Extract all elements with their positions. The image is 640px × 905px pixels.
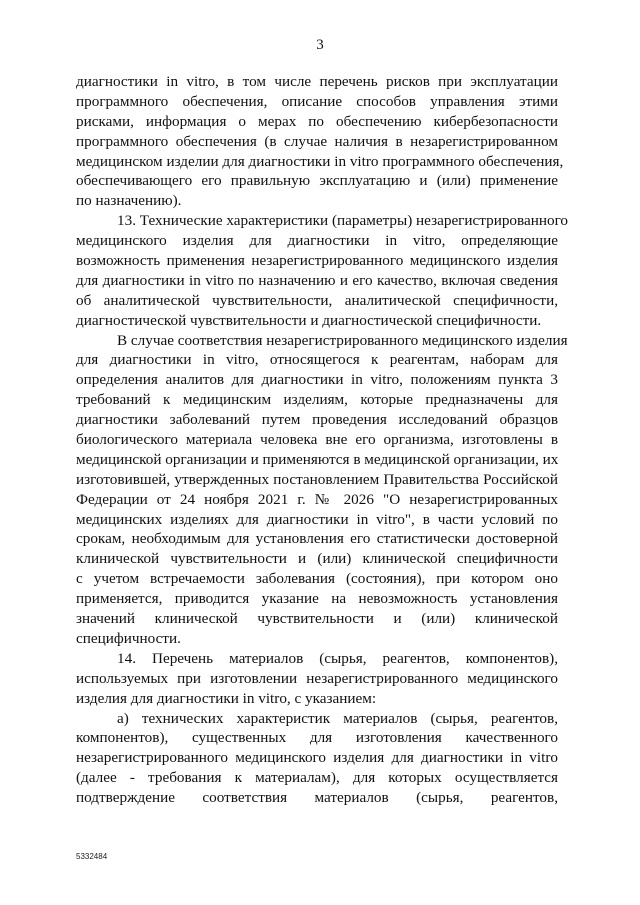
- text-line: незарегистрированного медицинского изделия для диагностики in vitro: [76, 749, 558, 767]
- text-line: возможность применения незарегистрированного медицинского изделия: [76, 252, 558, 270]
- text-line: требований к медицинским изделиям, которые предназначены для: [76, 391, 558, 409]
- text-line: об аналитической чувствительности, аналитической специфичности,: [76, 291, 558, 309]
- paragraph-subitem-a: [76, 709, 558, 808]
- text-line: диагностической чувствительности и диагностической специфичности.: [76, 311, 542, 329]
- text-line: значений клинической чувствительности и (или) клинической: [76, 610, 558, 628]
- text-line: 13. Технические характеристики (параметры) незарегистрированного: [117, 212, 569, 230]
- paragraph-item-13: [76, 211, 569, 330]
- text-line: обеспечивающего его правильную эксплуатацию и (или) применение: [76, 172, 558, 190]
- text-line: клинической чувствительности и (или) клинической специфичности: [76, 550, 558, 568]
- text-line: компонентов), существенных для изготовления качественного: [76, 729, 558, 747]
- text-line: специфичности.: [76, 629, 181, 647]
- text-line: программного обеспечения (в случае наличия в незарегистрированном: [76, 132, 558, 150]
- text-line: (далее - требования к материалам), для которых осуществляется: [76, 769, 558, 787]
- text-line: с учетом встречаемости заболевания (состояния), при котором оно: [76, 570, 558, 588]
- text-line: Федерации от 24 ноября 2021 г. № 2026 "О незарегистрированных: [76, 490, 558, 508]
- text-line: медицинской организации и применяются в медицинской организации, их: [76, 450, 559, 468]
- text-line: диагностики заболеваний путем проведения исследований образцов: [76, 411, 558, 429]
- text-line: а) технических характеристик материалов (сырья, реагентов,: [117, 709, 558, 727]
- text-line: для диагностики in vitro, относящегося к реагентам, наборам для: [76, 351, 558, 369]
- text-line: медицинском изделии для диагностики in vitro программного обеспечения,: [76, 152, 564, 170]
- paragraph-item-14: [76, 649, 558, 709]
- document-id: 5332484: [76, 852, 108, 861]
- text-line: В случае соответствия незарегистрированного медицинского изделия: [117, 331, 568, 349]
- text-line: диагностики in vitro, в том числе перечень рисков при эксплуатации: [76, 73, 558, 90]
- text-line: подтверждение соответствия материалов (сырья, реагентов,: [76, 789, 558, 807]
- text-line: программного обеспечения, описание способов управления этими: [76, 92, 558, 110]
- text-line: определения аналитов для диагностики in vitro, положениям пункта 3: [76, 371, 558, 389]
- text-line: для диагностики in vitro по назначению и его качество, включая сведения: [76, 271, 558, 289]
- text-line: медицинского изделия для диагностики in vitro, определяющие: [76, 232, 558, 250]
- text-line: применяется, приводится указание на невозможность установления: [76, 590, 558, 608]
- document-body: [76, 72, 569, 808]
- paragraph-software-risks: [76, 72, 564, 211]
- text-line: используемых при изготовлении незарегистрированного медицинского: [76, 669, 558, 687]
- text-line: 14. Перечень материалов (сырья, реагентов, компонентов),: [117, 649, 558, 667]
- text-line: рисками, информация о мерах по обеспечению кибербезопасности: [76, 112, 558, 130]
- text-line: изделия для диагностики in vitro, с указанием:: [76, 689, 377, 707]
- text-line: изготовившей, утвержденных постановлением Правительства Российской: [76, 470, 558, 488]
- text-line: по назначению).: [76, 192, 182, 210]
- text-line: срокам, необходимым для установления его статистически достоверной: [76, 530, 558, 548]
- text-line: медицинских изделиях для диагностики in vitro", в части условий по: [76, 510, 558, 528]
- text-line: биологического материала человека вне его организма, изготовлены в: [76, 431, 558, 449]
- page-number: 3: [316, 37, 324, 53]
- paragraph-reagents-case: [76, 331, 568, 649]
